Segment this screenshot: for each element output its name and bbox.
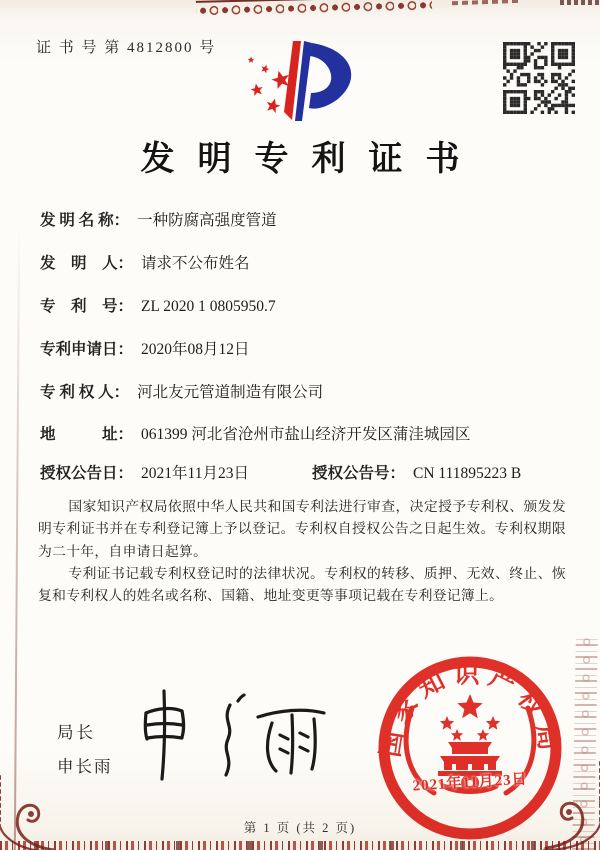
certificate-number: 证 书 号 第 4812800 号 [36, 40, 217, 56]
field-row-patentee [40, 380, 323, 402]
field-row-patent-number [40, 294, 276, 316]
left-page-edge [14, 225, 20, 850]
field-label: 专利申请日： [40, 341, 134, 358]
official-seal [352, 630, 588, 850]
field-label: 发 明 人： [40, 255, 134, 272]
signer-name: 申长雨 [57, 757, 113, 776]
body-paragraph-1: 国家知识产权局依照中华人民共和国专利法进行审查，决定授予专利权、颁发发明专利证书并在专利登记簿上予以登记。专利权自授权公告之日起生效。专利权期限为二十年，自申请日起算。 [38, 499, 566, 559]
field-value: ZL 2020 1 0805950.7 [141, 298, 276, 315]
field-value: 061399 河北省沧州市盐山经济开发区蒲洼城园区 [141, 426, 471, 443]
seal-date-stamp: 2021年11月23日 [412, 771, 529, 795]
field-label: 专 利 号： [40, 298, 134, 315]
grant-date-label: 授权公告日： [40, 465, 134, 482]
qr-code [503, 42, 575, 114]
logo-p-mark [284, 41, 351, 121]
signer-title: 局长 [57, 723, 96, 742]
top-right-border-fragment [452, 0, 522, 5]
field-row-invention-name [40, 208, 277, 230]
grant-date-value: 2021年11月23日 [141, 465, 249, 482]
legal-text-block [38, 496, 566, 608]
seal-agency-text: 国家知识产权局 [375, 659, 565, 760]
field-label: 发 明 名 称： [40, 212, 130, 229]
field-value: 2020年08月12日 [141, 341, 250, 358]
field-label: 专 利 权 人： [40, 384, 130, 401]
top-border-ornament [196, 0, 432, 16]
grant-number-value: CN 111895223 B [413, 465, 522, 482]
field-row-inventor [40, 251, 250, 273]
body-paragraph-2: 专利证书记载专利权登记时的法律状况。专利权的转移、质押、无效、终止、恢复和专利权人的姓名或名称、国籍、地址变更等事项记载在专利登记簿上。 [38, 566, 566, 604]
cnipa-logo [221, 33, 383, 127]
field-value: 一种防腐高强度管道 [137, 212, 277, 229]
field-label: 地 址： [40, 426, 134, 443]
certificate-title: 发明专利证书 [140, 141, 483, 178]
bottom-left-corner-flourish [0, 768, 58, 850]
field-row-grant [40, 461, 600, 483]
field-value: 请求不公布姓名 [141, 255, 250, 272]
field-row-filing-date [40, 337, 250, 359]
field-value: 河北友元管道制造有限公司 [137, 384, 324, 401]
grant-number-pair [312, 461, 521, 483]
grant-number-label: 授权公告号： [312, 465, 406, 482]
handwritten-signature [122, 683, 332, 788]
top-corner-border-fragment [560, 0, 600, 5]
page-number: 第 1 页 (共 2 页) [243, 821, 357, 835]
field-row-address [40, 422, 470, 444]
